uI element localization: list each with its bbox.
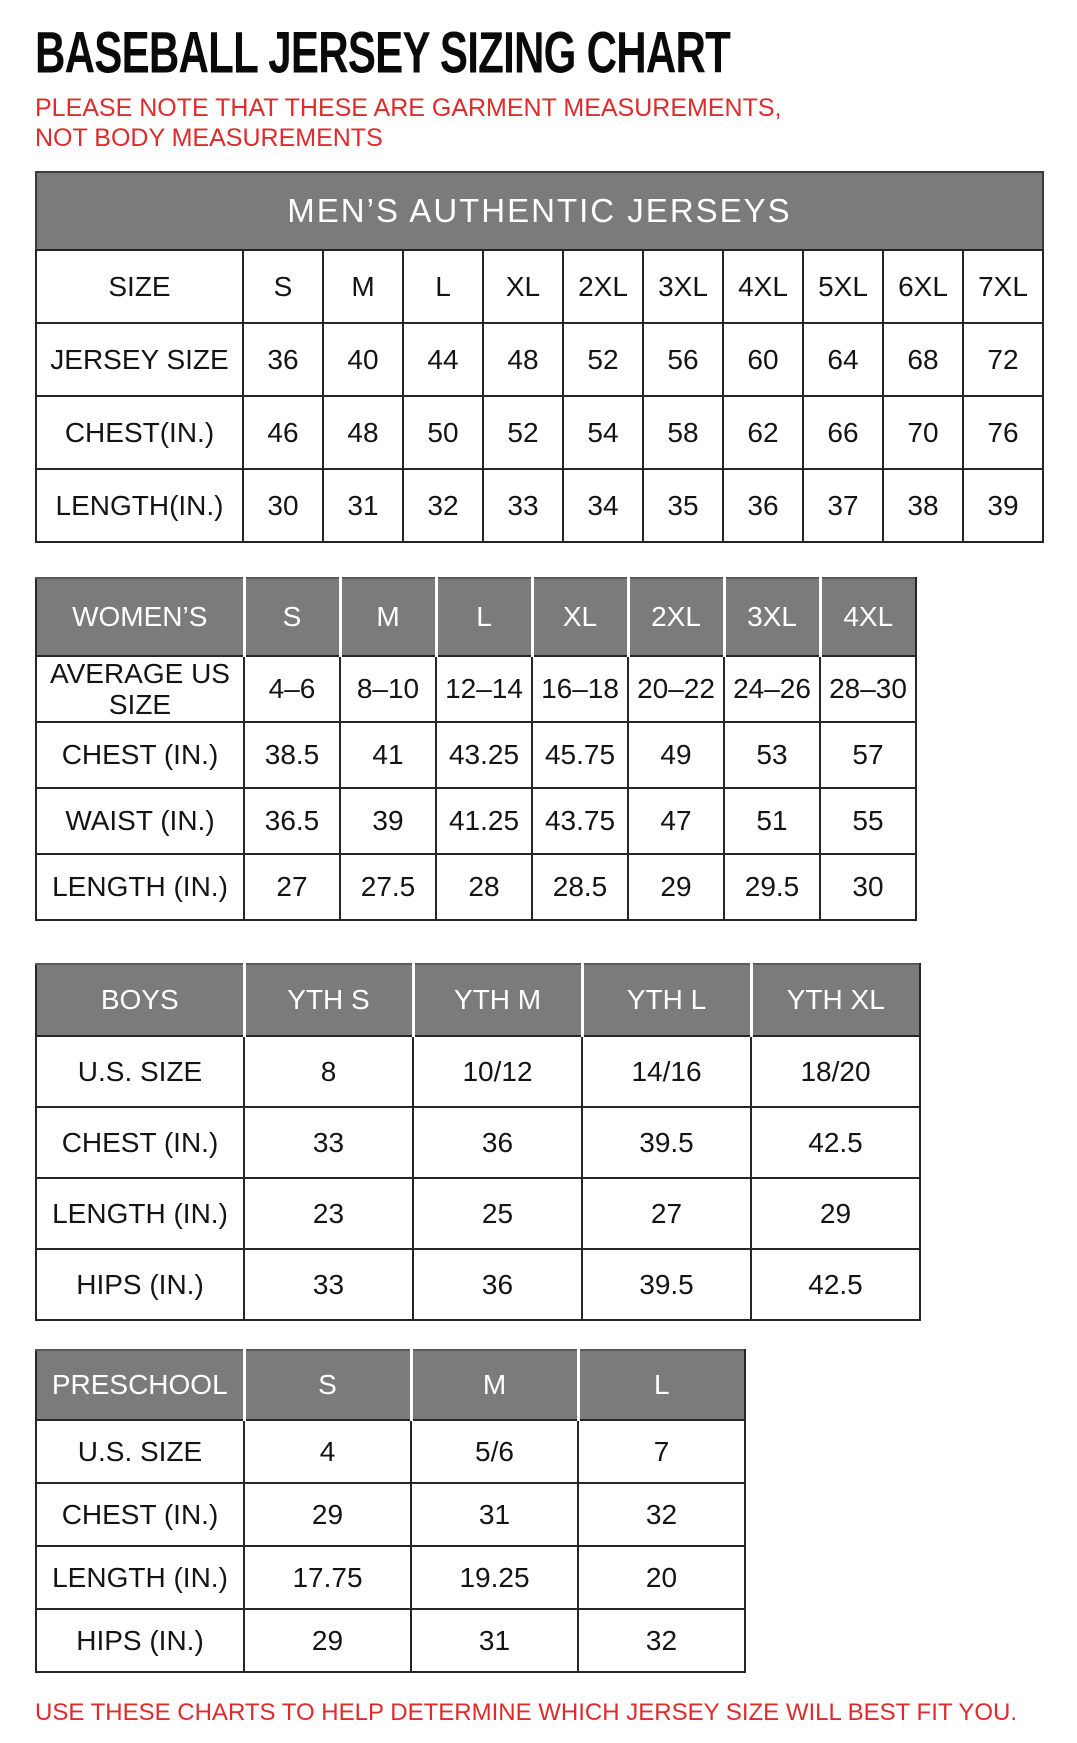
row-label-cell: CHEST (IN.) <box>36 1107 244 1178</box>
column-header-cell: M <box>323 250 403 323</box>
value-cell: 52 <box>483 396 563 469</box>
value-cell: 32 <box>578 1483 745 1546</box>
value-cell: 33 <box>244 1107 413 1178</box>
value-cell: 68 <box>883 323 963 396</box>
value-cell: 24–26 <box>724 656 820 722</box>
column-header-cell: YTH S <box>244 964 413 1036</box>
column-header-cell: 2XL <box>628 578 724 656</box>
preschool-table-section <box>35 1349 1047 1673</box>
row-label-cell: HIPS (IN.) <box>36 1249 244 1320</box>
column-header-cell: 5XL <box>803 250 883 323</box>
value-cell: 8–10 <box>340 656 436 722</box>
value-cell: 57 <box>820 722 916 788</box>
value-cell: 12–14 <box>436 656 532 722</box>
value-cell: 27 <box>244 854 340 920</box>
value-cell: 31 <box>323 469 403 542</box>
row-label-cell: CHEST(IN.) <box>36 396 243 469</box>
value-cell: 32 <box>403 469 483 542</box>
table-corner-label: PRESCHOOL <box>36 1350 244 1420</box>
value-cell: 36 <box>243 323 323 396</box>
column-header-cell: 7XL <box>963 250 1043 323</box>
table-corner-label: WOMEN’S <box>36 578 244 656</box>
column-header-cell: YTH L <box>582 964 751 1036</box>
value-cell: 10/12 <box>413 1036 582 1107</box>
value-cell: 30 <box>243 469 323 542</box>
value-cell: 46 <box>243 396 323 469</box>
value-cell: 7 <box>578 1420 745 1483</box>
column-header-cell: XL <box>532 578 628 656</box>
row-label-cell: U.S. SIZE <box>36 1420 244 1483</box>
womens-table-section <box>35 577 1047 921</box>
table-corner-label: SIZE <box>36 250 243 323</box>
value-cell: 29.5 <box>724 854 820 920</box>
row-label-cell: LENGTH (IN.) <box>36 854 244 920</box>
page-title-wrap <box>35 20 1047 88</box>
value-cell: 16–18 <box>532 656 628 722</box>
value-cell: 48 <box>483 323 563 396</box>
value-cell: 28.5 <box>532 854 628 920</box>
value-cell: 23 <box>244 1178 413 1249</box>
column-header-cell: M <box>340 578 436 656</box>
value-cell: 56 <box>643 323 723 396</box>
value-cell: 29 <box>244 1609 411 1672</box>
value-cell: 29 <box>751 1178 920 1249</box>
column-header-cell: XL <box>483 250 563 323</box>
value-cell: 28 <box>436 854 532 920</box>
value-cell: 60 <box>723 323 803 396</box>
value-cell: 5/6 <box>411 1420 578 1483</box>
value-cell: 70 <box>883 396 963 469</box>
column-header-cell: L <box>436 578 532 656</box>
value-cell: 19.25 <box>411 1546 578 1609</box>
row-label-cell: CHEST (IN.) <box>36 722 244 788</box>
value-cell: 41.25 <box>436 788 532 854</box>
row-label-cell: LENGTH (IN.) <box>36 1178 244 1249</box>
value-cell: 49 <box>628 722 724 788</box>
value-cell: 44 <box>403 323 483 396</box>
row-label-cell: HIPS (IN.) <box>36 1609 244 1672</box>
value-cell: 20 <box>578 1546 745 1609</box>
value-cell: 40 <box>323 323 403 396</box>
value-cell: 14/16 <box>582 1036 751 1107</box>
value-cell: 45.75 <box>532 722 628 788</box>
value-cell: 43.75 <box>532 788 628 854</box>
mens-authentic-jerseys-sizing-table <box>35 171 1044 543</box>
value-cell: 52 <box>563 323 643 396</box>
value-cell: 42.5 <box>751 1107 920 1178</box>
value-cell: 36 <box>413 1249 582 1320</box>
value-cell: 17.75 <box>244 1546 411 1609</box>
value-cell: 39 <box>963 469 1043 542</box>
table-band-title: MEN’S AUTHENTIC JERSEYS <box>36 172 1043 250</box>
value-cell: 58 <box>643 396 723 469</box>
value-cell: 32 <box>578 1609 745 1672</box>
value-cell: 8 <box>244 1036 413 1107</box>
value-cell: 54 <box>563 396 643 469</box>
value-cell: 33 <box>483 469 563 542</box>
value-cell: 36 <box>413 1107 582 1178</box>
column-header-cell: S <box>243 250 323 323</box>
value-cell: 27.5 <box>340 854 436 920</box>
value-cell: 48 <box>323 396 403 469</box>
value-cell: 36.5 <box>244 788 340 854</box>
value-cell: 38 <box>883 469 963 542</box>
value-cell: 43.25 <box>436 722 532 788</box>
column-header-cell: 4XL <box>723 250 803 323</box>
value-cell: 76 <box>963 396 1043 469</box>
garment-measurement-note: PLEASE NOTE THAT THESE ARE GARMENT MEASUREMENTS, NOT BODY MEASUREMENTS <box>35 94 782 152</box>
boys-table-section <box>35 963 1047 1321</box>
value-cell: 20–22 <box>628 656 724 722</box>
value-cell: 64 <box>803 323 883 396</box>
value-cell: 47 <box>628 788 724 854</box>
row-label-cell: CHEST (IN.) <box>36 1483 244 1546</box>
value-cell: 25 <box>413 1178 582 1249</box>
column-header-cell: YTH M <box>413 964 582 1036</box>
row-label-cell: U.S. SIZE <box>36 1036 244 1107</box>
column-header-cell: YTH XL <box>751 964 920 1036</box>
value-cell: 42.5 <box>751 1249 920 1320</box>
column-header-cell: 3XL <box>643 250 723 323</box>
value-cell: 27 <box>582 1178 751 1249</box>
row-label-cell: AVERAGE US SIZE <box>36 656 244 722</box>
value-cell: 39.5 <box>582 1249 751 1320</box>
value-cell: 34 <box>563 469 643 542</box>
column-header-cell: S <box>244 578 340 656</box>
value-cell: 28–30 <box>820 656 916 722</box>
value-cell: 50 <box>403 396 483 469</box>
value-cell: 51 <box>724 788 820 854</box>
page-title: BASEBALL JERSEY SIZING CHART <box>35 20 731 86</box>
row-label-cell: LENGTH(IN.) <box>36 469 243 542</box>
column-header-cell: 2XL <box>563 250 643 323</box>
value-cell: 72 <box>963 323 1043 396</box>
footer-note: USE THESE CHARTS TO HELP DETERMINE WHICH JERSEY SIZE WILL BEST FIT YOU. <box>35 1699 1018 1726</box>
womens-sizing-table <box>35 577 917 921</box>
column-header-cell: L <box>578 1350 745 1420</box>
row-label-cell: JERSEY SIZE <box>36 323 243 396</box>
value-cell: 53 <box>724 722 820 788</box>
value-cell: 33 <box>244 1249 413 1320</box>
row-label-cell: WAIST (IN.) <box>36 788 244 854</box>
value-cell: 37 <box>803 469 883 542</box>
value-cell: 66 <box>803 396 883 469</box>
value-cell: 29 <box>628 854 724 920</box>
value-cell: 39.5 <box>582 1107 751 1178</box>
value-cell: 36 <box>723 469 803 542</box>
preschool-sizing-table <box>35 1349 746 1673</box>
value-cell: 31 <box>411 1483 578 1546</box>
column-header-cell: 4XL <box>820 578 916 656</box>
value-cell: 55 <box>820 788 916 854</box>
value-cell: 62 <box>723 396 803 469</box>
value-cell: 29 <box>244 1483 411 1546</box>
value-cell: 38.5 <box>244 722 340 788</box>
boys-sizing-table <box>35 963 921 1321</box>
column-header-cell: 6XL <box>883 250 963 323</box>
value-cell: 31 <box>411 1609 578 1672</box>
row-label-cell: LENGTH (IN.) <box>36 1546 244 1609</box>
value-cell: 18/20 <box>751 1036 920 1107</box>
value-cell: 4 <box>244 1420 411 1483</box>
value-cell: 30 <box>820 854 916 920</box>
column-header-cell: L <box>403 250 483 323</box>
value-cell: 39 <box>340 788 436 854</box>
value-cell: 41 <box>340 722 436 788</box>
column-header-cell: M <box>411 1350 578 1420</box>
value-cell: 35 <box>643 469 723 542</box>
column-header-cell: S <box>244 1350 411 1420</box>
table-corner-label: BOYS <box>36 964 244 1036</box>
value-cell: 4–6 <box>244 656 340 722</box>
column-header-cell: 3XL <box>724 578 820 656</box>
mens-table-section <box>35 171 1047 543</box>
